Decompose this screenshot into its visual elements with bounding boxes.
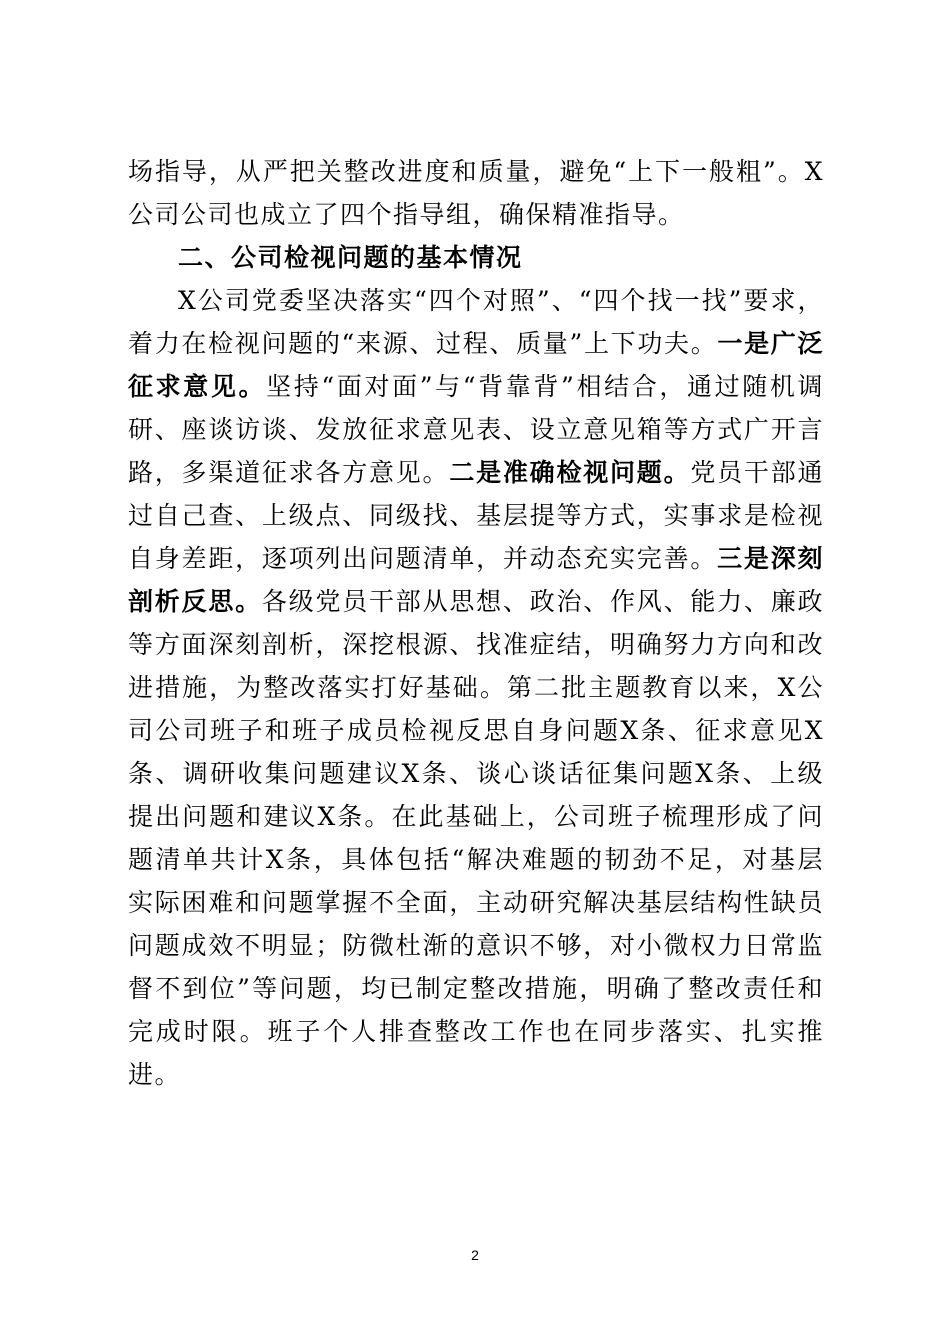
section-heading-2: 二、公司检视问题的基本情况 <box>178 243 523 272</box>
page-number: 2 <box>471 1247 479 1263</box>
point-text-1: 坚持“面对面”与“背靠背”相结合，通过随机调研、座谈访谈、发放征求意见表、设立意见箱等方式广开言路，多渠道征求各方意见。 <box>128 372 824 487</box>
sentence-intro: X公司党委坚决落实“四个对照”、“四个找一找”要求，着力在检视问题的“来源、过程、质量”上下功夫。 <box>128 286 824 358</box>
paragraph-continued: 场指导，从严把关整改进度和质量，避免“上下一般粗”。X公司公司也成立了四个指导组，确保精准指导。 <box>128 157 824 229</box>
point-heading-2: 二是准确检视问题。 <box>449 458 691 487</box>
point-heading-1: 一是广泛征求意见。 <box>128 329 824 401</box>
paragraph-section-2 <box>128 279 824 1096</box>
point-heading-3: 三是深刻剖析反思。 <box>128 544 824 616</box>
point-text-3: 各级党员干部从思想、政治、作风、能力、廉政等方面深刻剖析，深挖根源、找准症结，明确努力方向和改进措施，为整改落实打好基础。第二批主题教育以来，X公司公司班子和班子成员检视反思自身问题X条、征求意见X条、调研收集问题建议X条、谈心谈话征集问题X条、上级提出问题和建议X条。在此基础上，公司班子梳理形成了问题清单共计X条，具体包括“解决难题的韧劲不足，对基层实际困难和问题掌握不全面，主动研究解决基层结构性缺员问题成效不明显；防微杜渐的意识不够，对小微权力日常监督不到位”等问题，均已制定整改措施，明确了整改责任和完成时限。班子个人排查整改工作也在同步落实、扎实推进。 <box>128 587 824 1089</box>
point-text-2: 党员干部通过自己查、上级点、同级找、基层提等方式，实事求是检视自身差距，逐项列出问题清单，并动态充实完善。 <box>128 458 824 573</box>
document-body <box>128 150 824 1096</box>
